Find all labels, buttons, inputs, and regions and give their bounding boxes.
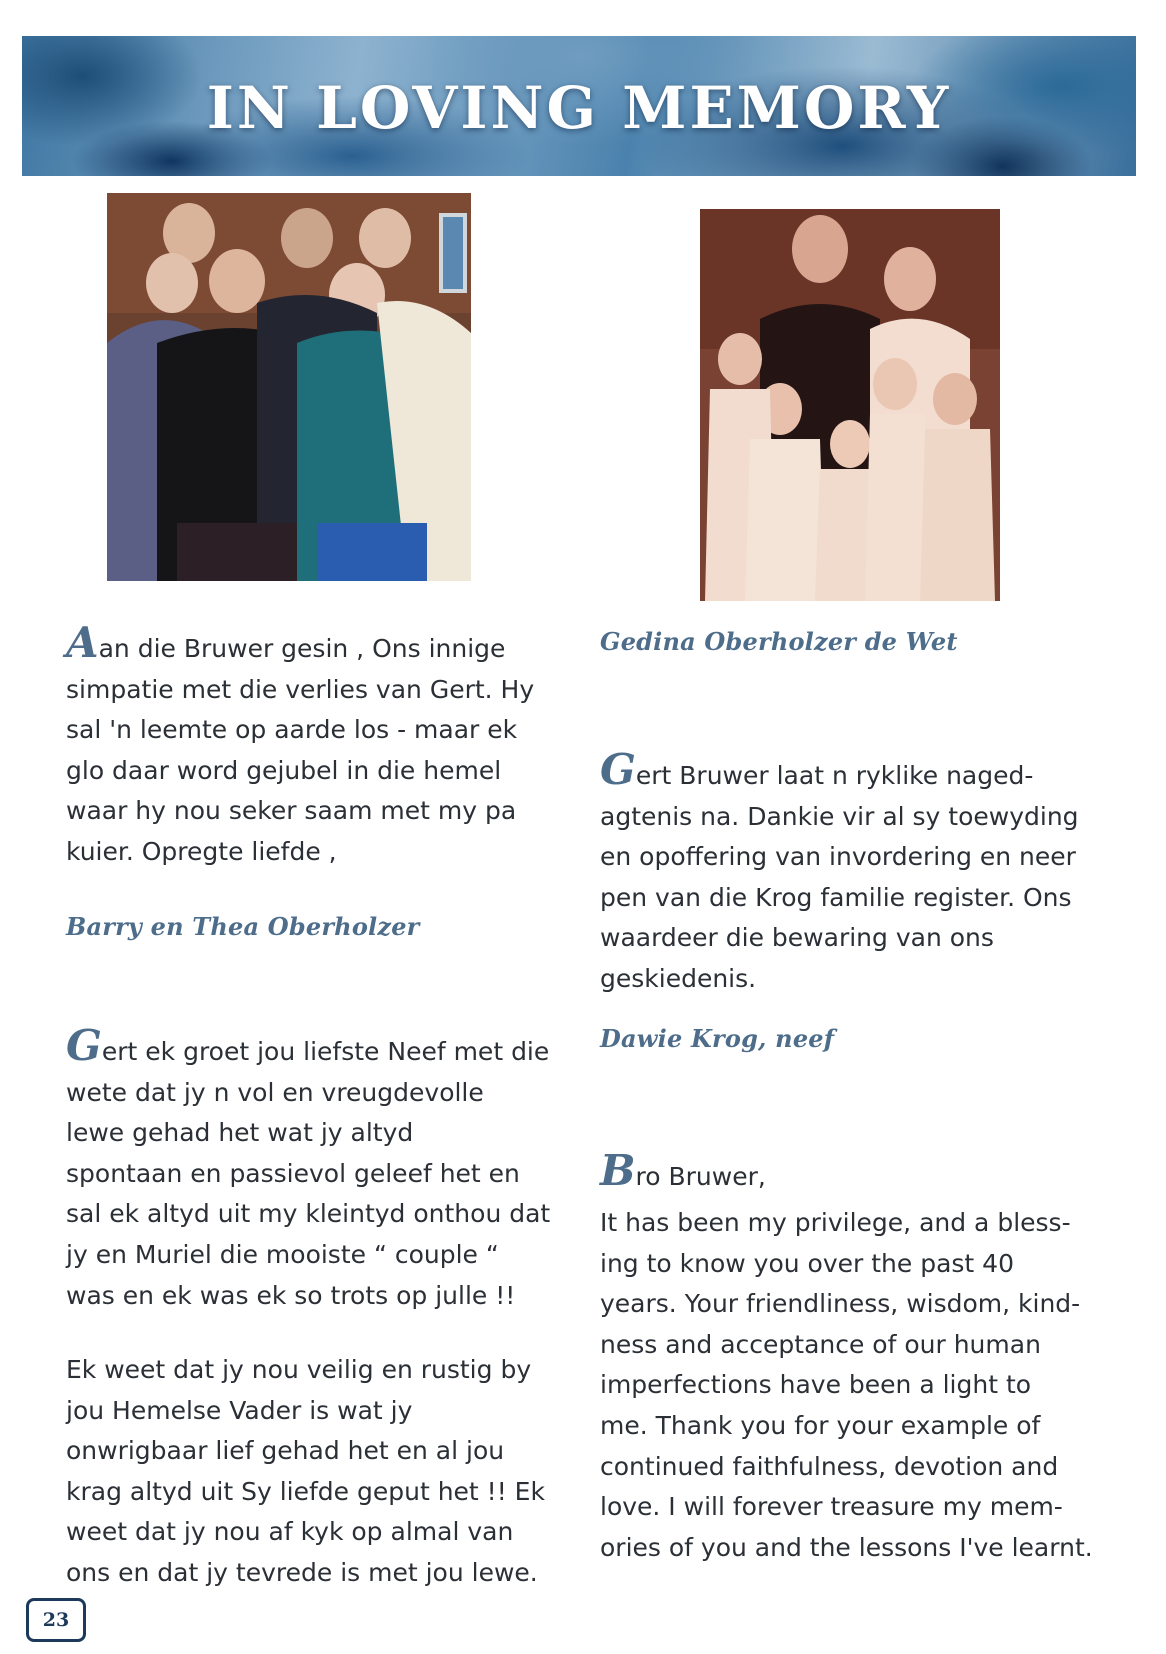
message-text: ert ek groet jou liefste Neef met die wete dat jy n vol en vreugdevolle lewe gehad het wat jy altyd spontaan en passievol geleef het en sal ek altyd uit my kleintyd onthou dat jy en Muriel die mooiste “ couple “ was en ek was ek so trots op julle !! <box>66 1037 551 1310</box>
message-text: an die Bruwer gesin , Ons innige simpatie met die verlies van Gert. Hy sal 'n leemte op aarde los - maar ek glo daar word gejubel in die hemel waar hy nou seker saam met my pa kuier. Opregte liefde , <box>66 634 535 866</box>
wedding-photo <box>700 209 1000 601</box>
dropcap-letter: A <box>66 618 99 667</box>
message-text: ert Bruwer laat n ryklike naged- agtenis na. Dankie vir al sy toewyding en opoffering van invordering en neer pen van die Krog familie register. Ons waardeer die bewaring van ons geskiedenis. <box>600 761 1079 993</box>
signature-gedina: Gedina Oberholzer de Wet <box>600 627 958 656</box>
header-banner <box>22 36 1136 176</box>
dropcap-letter: G <box>600 745 636 794</box>
dropcap-letter: B <box>600 1146 636 1195</box>
condolence-message-1 <box>66 618 586 873</box>
salutation-text: ro Bruwer, <box>635 1162 766 1191</box>
page-number: 23 <box>26 1598 86 1642</box>
family-group-photo <box>107 193 471 581</box>
signature-barry-thea: Barry en Thea Oberholzer <box>66 912 420 941</box>
condolence-message-3 <box>600 745 1130 1000</box>
signature-dawie-krog: Dawie Krog, neef <box>600 1024 835 1053</box>
condolence-message-4: It has been my privilege, and a bless- ing to know you over the past 40 years. Your friendliness, wisdom, kind- ness and acceptance of our human imperfections have been a light to me. Thank you for your example of continued faithfulness, devotion and love. I will forever treasure my mem- ories of you and the lessons I've learnt. <box>600 1208 1093 1562</box>
dropcap-letter: G <box>66 1021 102 1070</box>
page-title: IN LOVING MEMORY <box>206 74 952 142</box>
condolence-message-2 <box>66 1021 596 1316</box>
condolence-message-4-salutation <box>600 1146 1130 1198</box>
condolence-message-2-paragraph-2: Ek weet dat jy nou veilig en rustig by jou Hemelse Vader is wat jy onwrigbaar lief gehad het en al jou krag altyd uit Sy liefde geput het !! Ek weet dat jy nou af kyk op almal van ons en dat jy tevrede is met jou lewe. <box>66 1355 545 1587</box>
